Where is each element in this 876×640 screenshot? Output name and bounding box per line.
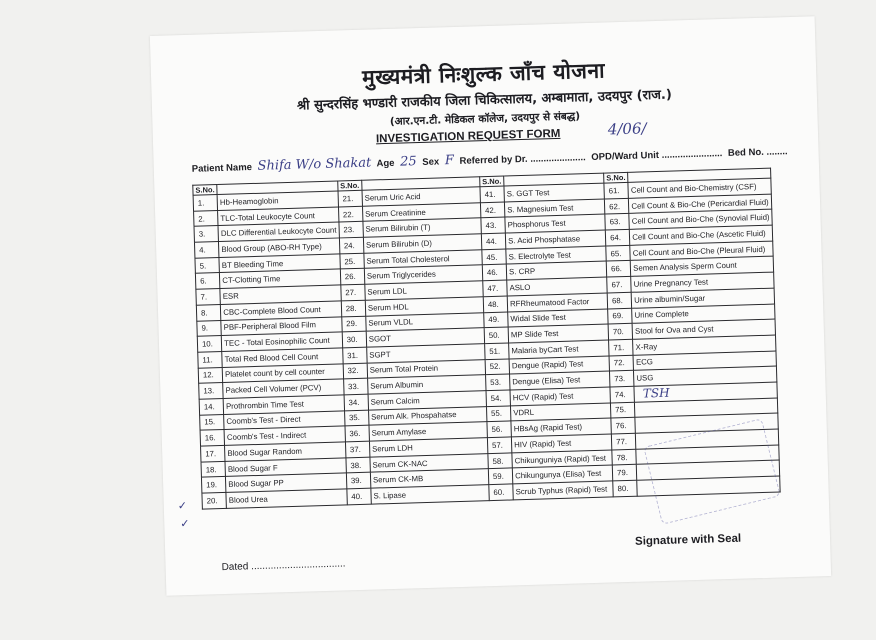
sex-value[interactable]: F [444,153,455,169]
test-number: 34. [344,394,369,410]
test-number: 2. [194,210,219,226]
sno-header: S.No. [337,180,361,191]
dated-label: Dated .................................. [221,558,346,574]
test-name[interactable]: TEC - Total Eosinophilic Count [221,332,342,351]
test-number: 54. [486,390,511,406]
test-number: 17. [201,445,226,461]
test-name[interactable]: TLC-Total Leukocyte Count [218,207,339,226]
test-name[interactable]: Scrub Typhus (Rapid) Test [513,481,613,500]
test-name[interactable]: Dengue (Rapid) Test [509,356,609,375]
test-number: 43. [481,217,506,233]
test-name[interactable]: Total Red Blood Cell Count [222,348,343,367]
test-number: 70. [608,323,633,339]
test-number: 68. [607,292,632,308]
test-name[interactable]: Serum Calcim [368,391,486,410]
test-number: 40. [347,488,372,504]
test-name[interactable]: Serum LDH [369,438,487,457]
signature-label: Signature with Seal [634,532,742,548]
test-number: 65. [606,245,631,261]
test-name[interactable]: ASLO [507,277,607,296]
test-name[interactable]: SGOT [366,328,484,347]
test-number: 53. [485,374,510,390]
test-number: 58. [488,453,513,469]
test-number: 24. [339,237,364,253]
test-name[interactable]: Stool for Ova and Cyst [632,319,775,339]
test-name[interactable]: Prothrombin Time Test [223,395,344,414]
test-name[interactable]: HIV (Rapid) Test [511,434,611,453]
test-name[interactable]: Urine Complete [632,304,775,324]
test-name[interactable]: Serum Total Protein [367,359,485,378]
tick-mark-19-icon: ✓ [180,517,190,531]
test-name[interactable]: VDRL [511,403,611,422]
test-number: 36. [345,425,370,441]
test-name[interactable]: S. GGT Test [504,183,604,202]
test-name[interactable]: Urine albumin/Sugar [631,288,774,308]
test-name[interactable]: Cell Count and Bio-Che (Synovial Fluid) [629,209,772,229]
test-number: 55. [486,406,511,422]
test-name[interactable]: CBC-Complete Blood Count [221,301,342,320]
test-name[interactable]: S. CRP [506,261,606,280]
handwritten-reference: 4/06/ [607,119,647,139]
test-name[interactable]: PBF-Peripheral Blood Film [221,316,342,335]
test-number: 49. [484,311,509,327]
test-name[interactable]: Serum CK-MB [370,469,488,488]
test-name[interactable]: Blood Sugar PP [226,473,347,492]
test-name[interactable]: MP Slide Test [508,324,608,343]
test-name[interactable]: DLC Differential Leukocyte Count [218,222,339,241]
test-number: 28. [341,300,366,316]
test-number: 63. [605,214,630,230]
test-name[interactable]: Serum Bilirubin (D) [363,234,481,253]
test-number: 4. [194,242,219,258]
test-number: 39. [346,473,371,489]
test-number: 32. [343,363,368,379]
test-name[interactable]: ESR [220,285,341,304]
test-number: 41. [480,186,505,202]
test-number: 66. [606,261,631,277]
test-name[interactable]: BT Bleeding Time [219,254,340,273]
test-number: 60. [489,484,514,500]
opd-label: OPD/Ward Unit ....................... [591,148,723,163]
test-name[interactable]: Semen Analysis Sperm Count [630,257,773,277]
test-name[interactable]: HBsAg (Rapid Test) [511,418,611,437]
test-name[interactable]: USG [634,366,777,386]
test-name[interactable]: Serum Creatinine [362,202,480,221]
test-number: 9. [197,320,222,336]
test-name[interactable]: RFRheumatood Factor [507,293,607,312]
test-name[interactable]: Serum LDL [365,281,483,300]
test-number: 79. [612,465,637,481]
bed-label: Bed No. ........ [727,146,788,159]
test-name[interactable]: S. Magnesium Test [505,199,605,218]
test-name[interactable]: Blood Sugar Random [225,442,346,461]
test-number: 22. [338,206,363,222]
affiliation: (आर.एन.टी. मेडिकल कॉलेज, उदयपुर से संबद्ध) [389,110,581,128]
test-name[interactable]: S. Electrolyte Test [506,246,606,265]
test-name[interactable]: Malaria byCart Test [509,340,609,359]
test-name[interactable]: Serum VLDL [366,312,484,331]
test-number: 8. [196,304,221,320]
test-number: 48. [483,296,508,312]
test-number: 29. [341,316,366,332]
test-name[interactable]: Serum Uric Acid [362,187,480,206]
test-name[interactable]: S. Acid Phosphatase [505,230,605,249]
test-number: 26. [340,269,365,285]
test-number: 30. [342,331,367,347]
test-number: 73. [610,371,635,387]
test-number: 69. [608,308,633,324]
test-name[interactable]: X-Ray [633,335,776,355]
test-number: 62. [604,198,629,214]
test-name[interactable]: Coomb's Test - Direct [224,411,345,430]
test-number: 67. [607,276,632,292]
test-name[interactable]: Serum Triglycerides [364,265,482,284]
test-number: 3. [194,226,219,242]
test-name[interactable]: Serum HDL [365,297,483,316]
sno-header: S.No. [480,176,504,187]
test-name[interactable]: Urine Pregnancy Test [631,272,774,292]
test-number: 23. [339,222,364,238]
test-number: 14. [199,398,224,414]
test-number: 45. [482,249,507,265]
test-name[interactable]: Serum CK-NAC [370,453,488,472]
test-name[interactable]: Serum Amylase [369,422,487,441]
test-number: 59. [488,468,513,484]
hospital-name: श्री सुन्दरसिंह भण्डारी राजकीय जिला चिकित्सालय, अम्बामाता, उदयपुर (राज.) [296,87,673,114]
test-number: 6. [195,273,220,289]
test-number: 75. [611,402,636,418]
test-name[interactable]: Hb-Heamoglobin [217,191,338,210]
test-name[interactable]: Cell Count and Bio-Che (Ascetic Fluid) [630,225,773,245]
test-number: 56. [487,421,512,437]
test-name[interactable]: HCV (Rapid) Test [510,387,610,406]
test-name[interactable]: TSH [634,382,777,402]
test-name[interactable]: Widal Slide Test [508,309,608,328]
test-name[interactable]: Packed Cell Volumer (PCV) [223,379,344,398]
test-name[interactable]: Coomb's Test - Indirect [224,426,345,445]
test-number: 19. [201,477,226,493]
test-number: 15. [200,414,225,430]
test-number: 80. [613,480,638,496]
test-name[interactable]: Serum Total Cholesterol [364,249,482,268]
scheme-title: मुख्यमंत्री निःशुल्क जाँच योजना [361,58,606,90]
test-name[interactable]: Blood Group (ABO-RH Type) [219,238,340,257]
test-name[interactable]: Cell Count and Bio-Chemistry (CSF) [628,178,771,198]
test-number: 78. [612,449,637,465]
sno-header: S.No. [604,172,628,183]
test-name[interactable]: Serum Alk. Phospahatse [368,406,486,425]
test-name[interactable]: Serum Bilirubin (T) [363,218,481,237]
test-name[interactable]: Chikungunya (Elisa) Test [512,465,612,484]
test-name[interactable]: Platelet count by cell counter [222,363,343,382]
test-number: 33. [343,378,368,394]
form-sheet [150,16,831,595]
test-number: 44. [481,233,506,249]
test-number: 42. [480,202,505,218]
test-number: 11. [198,351,223,367]
test-name[interactable]: Cell Count and Bio-Che (Pleural Fluid) [630,241,773,261]
test-number: 37. [345,441,370,457]
age-value[interactable]: 25 [399,154,417,170]
sex-label: Sex [422,156,440,168]
test-name[interactable]: SGPT [367,344,485,363]
patient-name-value[interactable]: Shifa W/o Shakat [257,155,372,174]
test-number: 5. [195,257,220,273]
test-number: 7. [196,289,221,305]
test-number: 27. [341,284,366,300]
test-number: 10. [197,336,222,352]
form-title: INVESTIGATION REQUEST FORM [375,127,561,146]
test-number: 51. [485,343,510,359]
test-number: 38. [346,457,371,473]
test-name[interactable]: Chikunguniya (Rapid) Test [512,450,612,469]
test-name[interactable]: CT-Clotting Time [220,269,341,288]
test-number: 16. [200,430,225,446]
test-name[interactable]: Blood Sugar F [225,458,346,477]
test-name[interactable]: Dengue (Elisa) Test [510,371,610,390]
test-number: 64. [605,229,630,245]
test-number: 50. [484,327,509,343]
test-number: 47. [483,280,508,296]
test-number: 31. [342,347,367,363]
test-number: 57. [487,437,512,453]
test-name[interactable]: Serum Albumin [368,375,486,394]
test-name[interactable]: Cell Count & Bio-Che (Pericardial Fluid) [629,194,772,214]
test-number: 71. [609,339,634,355]
age-label: Age [376,157,395,170]
test-name[interactable]: ECG [633,351,776,371]
test-number: 18. [201,461,226,477]
test-number: 35. [344,410,369,426]
test-number: 20. [202,492,227,508]
test-number: 76. [611,418,636,434]
test-name[interactable]: S. Lipase [371,485,489,504]
tick-mark-18-icon: ✓ [177,499,188,513]
sno-header: S.No. [193,185,217,196]
test-number: 52. [485,359,510,375]
test-number: 13. [199,383,224,399]
test-number: 46. [482,264,507,280]
test-number: 74. [610,386,635,402]
test-number: 12. [198,367,223,383]
referred-label: Referred by Dr. ..................... [459,152,586,167]
test-number: 61. [604,182,629,198]
test-name[interactable]: Blood Urea [226,489,347,508]
test-name[interactable]: Phosphorus Test [505,214,605,233]
test-number: 72. [609,355,634,371]
test-number: 21. [338,190,363,206]
test-number: 1. [193,195,218,211]
patient-name-label: Patient Name [191,162,253,175]
test-number: 25. [340,253,365,269]
test-number: 77. [611,433,636,449]
